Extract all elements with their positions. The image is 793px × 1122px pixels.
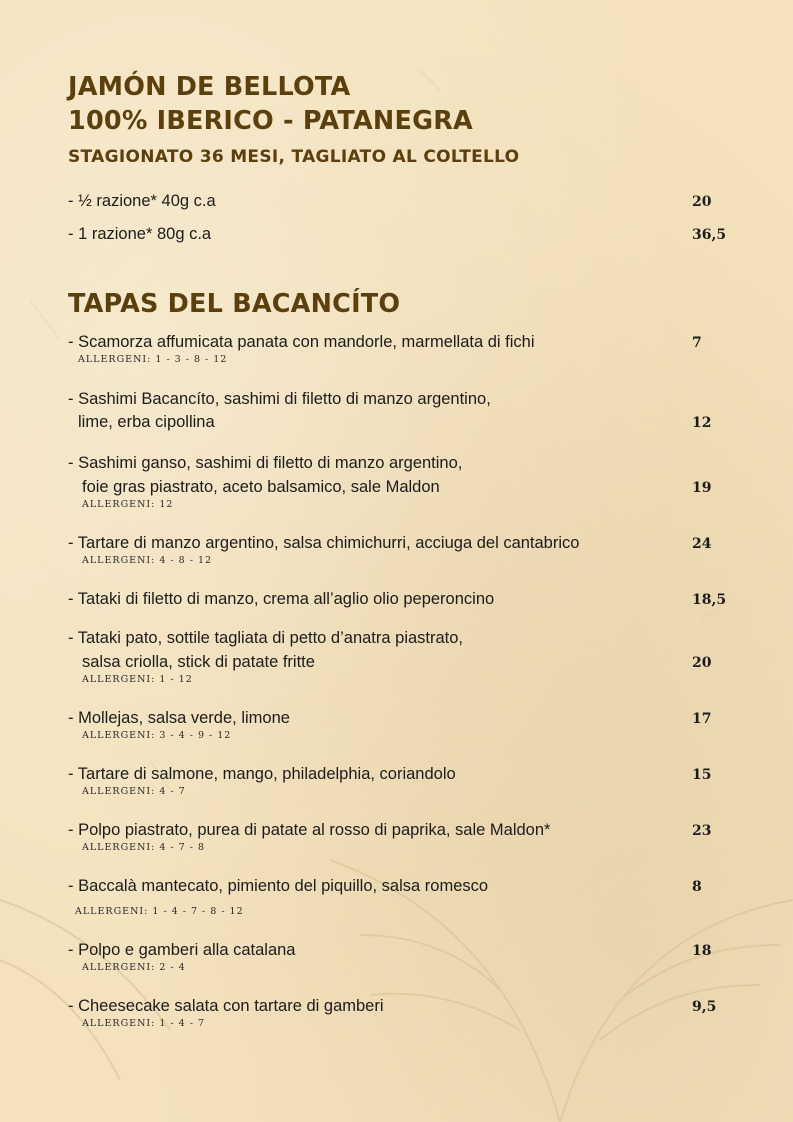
- tapas-item-allergens: ALLERGENI: 4 - 7 - 8: [82, 842, 206, 853]
- tapas-item-price: 9,5: [692, 999, 717, 1015]
- tapas-item-price: 8: [692, 879, 702, 895]
- tapas-item: - Sashimi ganso, sashimi di filetto di manzo argentino,: [68, 454, 463, 472]
- tapas-title: TAPAS DEL BACANCÍTO: [68, 289, 401, 319]
- tapas-item: - Tartare di manzo argentino, salsa chimichurri, acciuga del cantabrico: [68, 534, 580, 552]
- tapas-item-line2: lime, erba cipollina: [78, 413, 215, 431]
- tapas-item-price: 23: [692, 823, 712, 839]
- tapas-item-price: 7: [692, 335, 702, 351]
- tapas-item-allergens: ALLERGENI: 1 - 4 - 7: [82, 1018, 206, 1029]
- tapas-item-price: 12: [692, 415, 712, 431]
- tapas-item-allergens: ALLERGENI: 4 - 7: [82, 786, 186, 797]
- tapas-item-price: 20: [692, 655, 712, 671]
- jamon-title-line1: JAMÓN DE BELLOTA: [68, 72, 351, 102]
- tapas-item: - Polpo e gamberi alla catalana: [68, 941, 296, 959]
- tapas-item-price: 19: [692, 480, 712, 496]
- jamon-item-full: - 1 razione* 80g c.a: [68, 225, 212, 243]
- tapas-item-allergens: ALLERGENI: 3 - 4 - 9 - 12: [82, 730, 232, 741]
- tapas-item: - Scamorza affumicata panata con mandorle, marmellata di fichi: [68, 333, 535, 351]
- tapas-item-allergens: ALLERGENI: 1 - 4 - 7 - 8 - 12: [75, 906, 244, 917]
- tapas-item: - Baccalà mantecato, pimiento del piquillo, salsa romesco: [68, 877, 489, 895]
- tapas-item-price: 15: [692, 767, 712, 783]
- jamon-item-half: - ½ razione* 40g c.a: [68, 192, 216, 210]
- jamon-subtitle: STAGIONATO 36 MESI, TAGLIATO AL COLTELLO: [68, 147, 520, 167]
- jamon-item-half-price: 20: [692, 194, 712, 210]
- tapas-item-allergens: ALLERGENI: 12: [82, 499, 174, 510]
- tapas-item-price: 18: [692, 943, 712, 959]
- tapas-item-allergens: ALLERGENI: 2 - 4: [82, 962, 186, 973]
- tapas-item: - Cheesecake salata con tartare di gamberi: [68, 997, 384, 1015]
- tapas-item-price: 24: [692, 536, 712, 552]
- tapas-item: - Tataki pato, sottile tagliata di petto d’anatra piastrato,: [68, 629, 464, 647]
- jamon-title-line2: 100% IBERICO - PATANEGRA: [68, 106, 473, 136]
- tapas-item-allergens: ALLERGENI: 4 - 8 - 12: [82, 555, 213, 566]
- tapas-item: - Tataki di filetto di manzo, crema all’aglio olio peperoncino: [68, 590, 495, 608]
- tapas-item-price: 17: [692, 711, 712, 727]
- tapas-item-line2: foie gras piastrato, aceto balsamico, sale Maldon: [82, 478, 440, 496]
- tapas-item: - Tartare di salmone, mango, philadelphia, coriandolo: [68, 765, 456, 783]
- tapas-item-allergens: ALLERGENI: 1 - 3 - 8 - 12: [78, 354, 228, 365]
- tapas-item-line2: salsa criolla, stick di patate fritte: [82, 653, 315, 671]
- tapas-item: - Sashimi Bacancíto, sashimi di filetto di manzo argentino,: [68, 390, 491, 408]
- tapas-item: - Polpo piastrato, purea di patate al rosso di paprika, sale Maldon*: [68, 821, 551, 839]
- tapas-item-price: 18,5: [692, 592, 727, 608]
- tapas-item-allergens: ALLERGENI: 1 - 12: [82, 674, 193, 685]
- jamon-item-full-price: 36,5: [692, 227, 727, 243]
- tapas-item: - Mollejas, salsa verde, limone: [68, 709, 290, 727]
